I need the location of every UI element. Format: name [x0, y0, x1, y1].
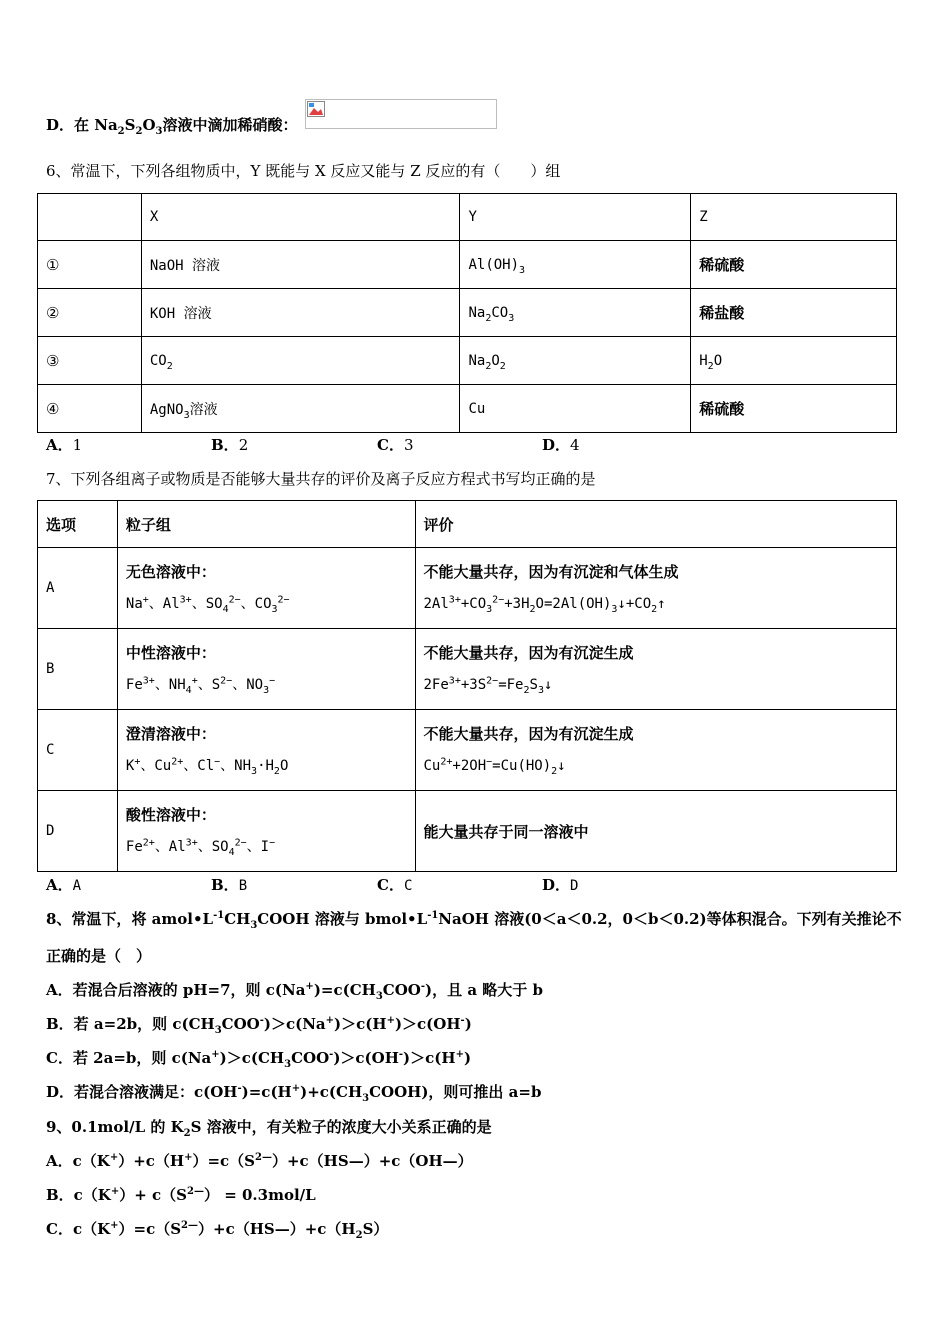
q6-option-d[interactable]: D．4 [542, 436, 580, 454]
q9-option-a[interactable]: A．$c(K^+)+c(H^+)=c(S^{2—})+c(HS—)+c(OH—)$ [46, 1152, 473, 1170]
x-cell: KOH 溶液 [141, 289, 460, 337]
x-cell: NaOH 溶液 [141, 241, 460, 289]
row-index: ④ [38, 385, 142, 433]
q7-stem: 7、下列各组离子或物质是否能够大量共存的评价及离子反应方程式书写均正确的是 [46, 470, 596, 488]
q8-option-b[interactable]: B．若 a=2b，则 $c(CH_3COO^-)>c(Na^+)>c(H^+)>c(OH^-)$ [46, 1015, 472, 1036]
q8-stem-line1: 8、常温下，将 $amol•L^{-1}CH_3COOH$ 溶液与 $bmol•L^{-1}NaOH$ 溶液(0＜a＜0.2，0＜b＜0.2)等体积混合。下列有关推论不 [46, 910, 902, 931]
option-cell: D [38, 791, 118, 872]
row-index: ③ [38, 337, 142, 385]
broken-image-icon [307, 101, 325, 117]
z-cell: 稀硫酸 [691, 385, 897, 433]
q5-option-d: D．在 $Na_2S_2O_3$溶液中滴加稀硝酸： [46, 116, 298, 137]
header-cell: 评价 [415, 501, 897, 548]
particle-cell: 酸性溶液中： $Fe^{2+}$、$Al^{3+}$、$SO_4^{2-}$、I− [117, 791, 415, 872]
q6-table [37, 193, 897, 433]
q7-table [37, 500, 897, 872]
x-cell: AgNO$_3$溶液 [141, 385, 460, 433]
q7-option-c[interactable]: C．C [377, 876, 413, 894]
table-row [38, 241, 897, 289]
table-row [38, 791, 897, 872]
table-row [38, 337, 897, 385]
evaluation-cell: 不能大量共存，因为有沉淀生成 $Cu^{2+}+2OH^-=Cu(HO)_2↓$ [415, 710, 897, 791]
x-cell: $CO_2$ [141, 337, 460, 385]
row-index: ② [38, 289, 142, 337]
table-row [38, 548, 897, 629]
y-cell: $Na_2CO_3$ [460, 289, 691, 337]
particle-cell: 中性溶液中： $Fe^{3+}$、$NH_4^+$、$S^{2-}$、$NO_3^-$ [117, 629, 415, 710]
broken-image-placeholder [305, 99, 497, 129]
z-cell: 稀硫酸 [691, 241, 897, 289]
y-cell: Cu [460, 385, 691, 433]
y-cell: $Na_2O_2$ [460, 337, 691, 385]
q7-option-a[interactable]: A．A [46, 876, 82, 894]
q7-option-b[interactable]: B．B [211, 876, 248, 894]
q6-option-b[interactable]: B．2 [211, 436, 249, 454]
table-row [38, 710, 897, 791]
particle-cell: 无色溶液中： Na+、$Al^{3+}$、$SO_4^{2-}$、$CO_3^{2-}$ [117, 548, 415, 629]
option-cell: C [38, 710, 118, 791]
q8-option-c[interactable]: C．若 2a=b，则 $c(Na^+)>c(CH_3COO^-)>c(OH^-)>c(H^+)$ [46, 1049, 472, 1070]
evaluation-cell: 能大量共存于同一溶液中 [415, 791, 897, 872]
option-cell: A [38, 548, 118, 629]
table-header-row [38, 194, 897, 241]
evaluation-cell: 不能大量共存，因为有沉淀生成 $2Fe^{3+}+3S^{2-}=Fe_2S_3↓$ [415, 629, 897, 710]
evaluation-cell: 不能大量共存，因为有沉淀和气体生成 $2Al^{3+}+CO_3^{2-}+3H_2O=2Al(OH)_3↓+CO_2↑$ [415, 548, 897, 629]
option-cell: B [38, 629, 118, 710]
q6-option-a[interactable]: A．1 [46, 436, 83, 454]
header-cell: 粒子组 [117, 501, 415, 548]
header-cell: Y [460, 194, 691, 241]
q8-option-d[interactable]: D．若混合溶液满足：$c(OH^-)=c(H^+)+c(CH_3COOH)$，则可推出 a=b [46, 1083, 542, 1104]
z-cell: 稀盐酸 [691, 289, 897, 337]
table-row [38, 289, 897, 337]
q9-stem: 9、0.1mol/L 的 $K_2S$ 溶液中，有关粒子的浓度大小关系正确的是 [46, 1118, 492, 1139]
z-cell: $H_2O$ [691, 337, 897, 385]
q9-option-b[interactable]: B．$c(K^+)+ c(S^{2—}) = 0.3mol/L$ [46, 1186, 316, 1204]
particle-cell: 澄清溶液中： K+、$Cu^{2+}$、Cl−、$NH_3\cdot H_2O$ [117, 710, 415, 791]
row-index: ① [38, 241, 142, 289]
header-cell: Z [691, 194, 897, 241]
table-row [38, 385, 897, 433]
q9-option-c[interactable]: C．$c(K^+)=c(S^{2—})+c(HS—)+c(H_2S)$ [46, 1220, 389, 1241]
q6-stem: 6、常温下，下列各组物质中，Y 既能与 X 反应又能与 Z 反应的有（ ）组 [46, 162, 561, 180]
table-row [38, 629, 897, 710]
header-cell [38, 194, 142, 241]
table-header-row [38, 501, 897, 548]
q6-option-c[interactable]: C．3 [377, 436, 414, 454]
header-cell: 选项 [38, 501, 118, 548]
y-cell: $Al(OH)_3$ [460, 241, 691, 289]
header-cell: X [141, 194, 460, 241]
q8-option-a[interactable]: A．若混合后溶液的 pH=7，则 $c(Na^+)=c(CH_3COO^-)$，且 a 略大于 b [46, 981, 544, 1002]
q8-stem-line2: 正确的是（ ） [46, 947, 152, 965]
q7-option-d[interactable]: D．D [542, 876, 579, 894]
